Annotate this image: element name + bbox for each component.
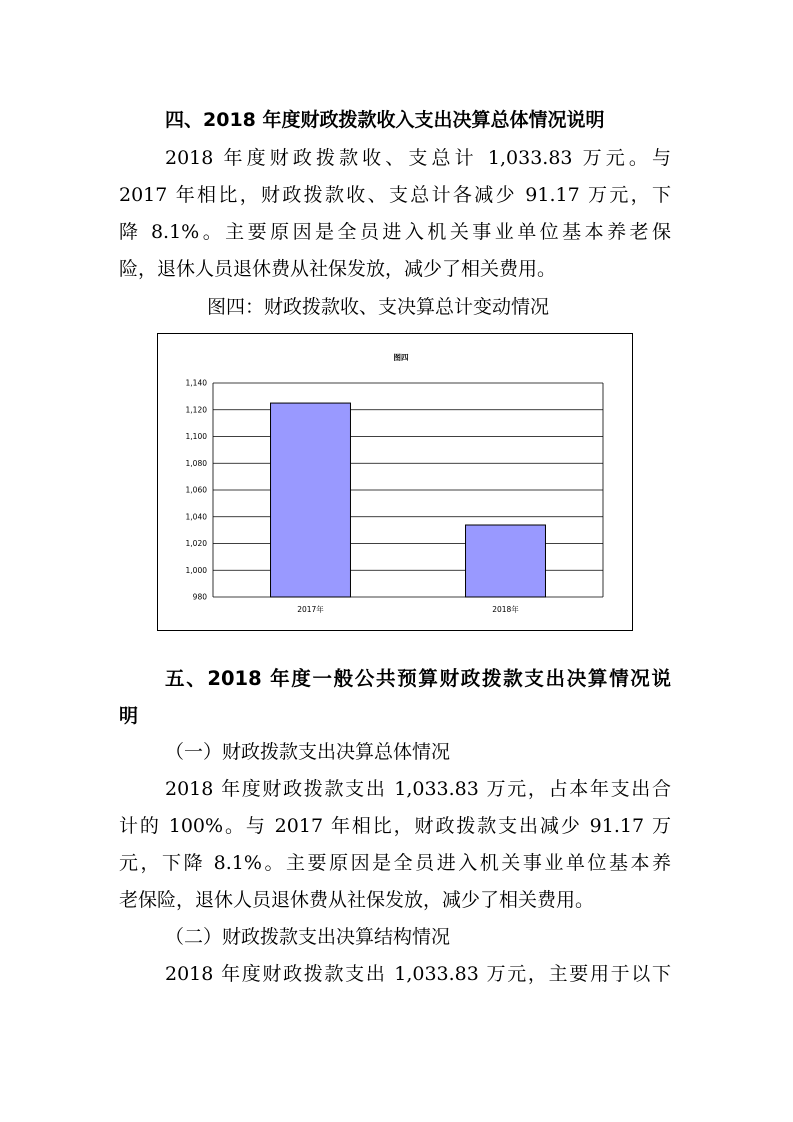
subsection-1-para-line-1: 2018 年度财政拨款支出 1,033.83 万元，占本年支出合: [165, 778, 671, 800]
y-tick-label: 1,080: [185, 458, 207, 468]
y-tick-label: 1,000: [185, 565, 207, 575]
y-tick-label: 1,020: [185, 539, 207, 548]
section-4-para-line-3: 降 8.1%。主要原因是全员进入机关事业单位基本养老保: [119, 221, 671, 243]
y-tick-label: 1,120: [185, 405, 207, 415]
subsection-1-para-line-4: 老保险，退休人员退休费从社保发放，减少了相关费用。: [119, 889, 595, 911]
subsection-2-heading: （二）财政拨款支出决算结构情况: [165, 926, 451, 948]
x-tick-label: 2018年: [492, 605, 519, 614]
bar-chart: [157, 333, 633, 631]
chart-title: 图四: [393, 353, 409, 362]
section-4-para-line-1: 2018 年度财政拨款收、支总计 1,033.83 万元。与: [165, 147, 671, 169]
section-4-para-line-4: 险，退休人员退休费从社保发放，减少了相关费用。: [119, 258, 557, 280]
section-4-heading: 四、2018 年度财政拨款收入支出决算总体情况说明: [165, 109, 605, 131]
bar: [466, 525, 546, 597]
x-tick-label: 2017年: [297, 605, 324, 614]
subsection-2-para-line-1: 2018 年度财政拨款支出 1,033.83 万元，主要用于以下: [165, 963, 671, 985]
bar: [271, 403, 351, 597]
section-4-para-line-2: 2017 年相比，财政拨款收、支总计各减少 91.17 万元，下: [119, 184, 671, 206]
subsection-1-para-line-2: 计的 100%。与 2017 年相比，财政拨款支出减少 91.17 万: [119, 815, 671, 837]
section-5-heading-line-2: 明: [119, 705, 139, 727]
y-tick-label: 1,100: [185, 432, 207, 441]
subsection-1-heading: （一）财政拨款支出决算总体情况: [165, 741, 451, 763]
figure-caption: 图四：财政拨款收、支决算总计变动情况: [207, 296, 550, 318]
y-tick-label: 1,040: [185, 512, 207, 522]
y-tick-label: 980: [192, 592, 207, 602]
subsection-1-para-line-3: 元，下降 8.1%。主要原因是全员进入机关事业单位基本养: [119, 852, 671, 874]
section-5-heading-line-1: 五、2018 年度一般公共预算财政拨款支出决算情况说: [165, 667, 671, 690]
y-tick-label: 1,140: [185, 378, 207, 388]
y-tick-label: 1,060: [185, 485, 207, 495]
